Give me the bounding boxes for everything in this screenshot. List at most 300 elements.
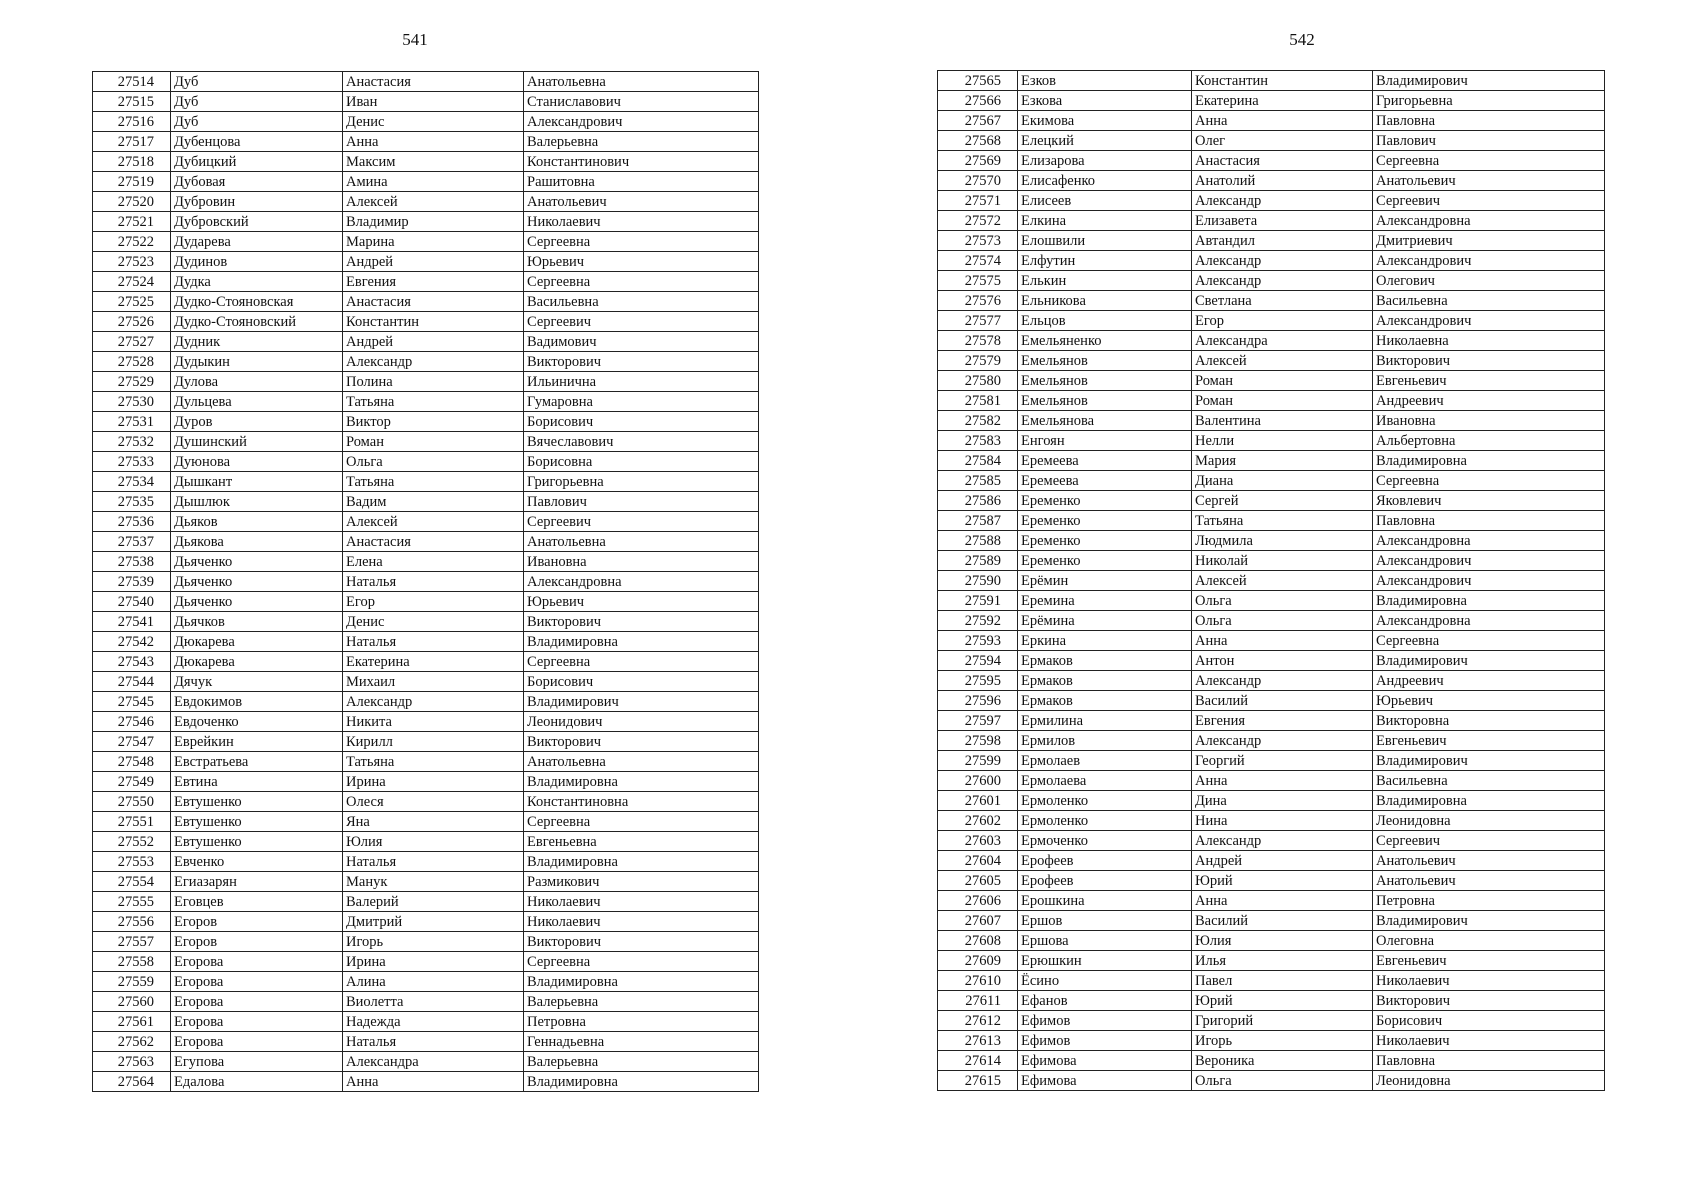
patronymic-cell: Павловна	[1373, 111, 1605, 131]
surname-cell: Дьяченко	[171, 592, 343, 612]
first-name-cell: Анна	[343, 1072, 524, 1092]
patronymic-cell: Владимировна	[524, 632, 759, 652]
first-name-cell: Александр	[1192, 731, 1373, 751]
table-row	[93, 692, 759, 712]
first-name-cell: Александр	[1192, 271, 1373, 291]
first-name-cell: Юрий	[1192, 871, 1373, 891]
first-name-cell: Алексей	[343, 192, 524, 212]
first-name-cell: Денис	[343, 612, 524, 632]
patronymic-cell: Николаевич	[524, 912, 759, 932]
patronymic-cell: Сергеевна	[1373, 471, 1605, 491]
record-number-cell: 27528	[93, 352, 171, 372]
surname-cell: Дударева	[171, 232, 343, 252]
name-list-body	[93, 72, 759, 1092]
first-name-cell: Надежда	[343, 1012, 524, 1032]
surname-cell: Дуб	[171, 112, 343, 132]
patronymic-cell: Александровна	[1373, 611, 1605, 631]
table-row	[938, 571, 1605, 591]
surname-cell: Еременко	[1018, 491, 1192, 511]
record-number-cell: 27543	[93, 652, 171, 672]
first-name-cell: Наталья	[343, 572, 524, 592]
first-name-cell: Александра	[1192, 331, 1373, 351]
first-name-cell: Олег	[1192, 131, 1373, 151]
surname-cell: Егоров	[171, 932, 343, 952]
table-row	[93, 392, 759, 412]
surname-cell: Ефанов	[1018, 991, 1192, 1011]
surname-cell: Дуров	[171, 412, 343, 432]
patronymic-cell: Евгеньевич	[1373, 951, 1605, 971]
table-row	[93, 432, 759, 452]
surname-cell: Ермоченко	[1018, 831, 1192, 851]
table-row	[938, 671, 1605, 691]
surname-cell: Еременко	[1018, 551, 1192, 571]
surname-cell: Ершова	[1018, 931, 1192, 951]
patronymic-cell: Геннадьевна	[524, 1032, 759, 1052]
table-row	[93, 592, 759, 612]
patronymic-cell: Александровна	[524, 572, 759, 592]
first-name-cell: Павел	[1192, 971, 1373, 991]
record-number-cell: 27609	[938, 951, 1018, 971]
patronymic-cell: Валерьевна	[524, 992, 759, 1012]
patronymic-cell: Ильинична	[524, 372, 759, 392]
surname-cell: Ефимова	[1018, 1071, 1192, 1091]
surname-cell: Ермолаев	[1018, 751, 1192, 771]
surname-cell: Ерёмина	[1018, 611, 1192, 631]
record-number-cell: 27544	[93, 672, 171, 692]
record-number-cell: 27572	[938, 211, 1018, 231]
first-name-cell: Игорь	[1192, 1031, 1373, 1051]
name-list-table	[92, 71, 759, 1092]
table-row	[938, 251, 1605, 271]
first-name-cell: Андрей	[343, 252, 524, 272]
first-name-cell: Полина	[343, 372, 524, 392]
table-row	[93, 332, 759, 352]
patronymic-cell: Анатольевич	[524, 192, 759, 212]
record-number-cell: 27525	[93, 292, 171, 312]
first-name-cell: Егор	[1192, 311, 1373, 331]
surname-cell: Еврейкин	[171, 732, 343, 752]
table-row	[938, 971, 1605, 991]
first-name-cell: Александр	[343, 692, 524, 712]
patronymic-cell: Анатольевич	[1373, 851, 1605, 871]
table-row	[938, 371, 1605, 391]
patronymic-cell: Константинович	[524, 152, 759, 172]
record-number-cell: 27588	[938, 531, 1018, 551]
patronymic-cell: Олеговна	[1373, 931, 1605, 951]
table-row	[93, 352, 759, 372]
table-row	[93, 472, 759, 492]
record-number-cell: 27550	[93, 792, 171, 812]
table-row	[93, 672, 759, 692]
surname-cell: Ермоленко	[1018, 811, 1192, 831]
table-row	[938, 391, 1605, 411]
surname-cell: Дулова	[171, 372, 343, 392]
first-name-cell: Анна	[1192, 631, 1373, 651]
table-row	[93, 872, 759, 892]
record-number-cell: 27556	[93, 912, 171, 932]
first-name-cell: Елизавета	[1192, 211, 1373, 231]
surname-cell: Евтушенко	[171, 792, 343, 812]
record-number-cell: 27527	[93, 332, 171, 352]
table-row	[938, 211, 1605, 231]
record-number-cell: 27579	[938, 351, 1018, 371]
patronymic-cell: Борисович	[524, 672, 759, 692]
name-list-table	[937, 70, 1605, 1091]
first-name-cell: Наталья	[343, 632, 524, 652]
patronymic-cell: Николаевич	[524, 212, 759, 232]
patronymic-cell: Петровна	[524, 1012, 759, 1032]
table-row	[938, 1011, 1605, 1031]
first-name-cell: Михаил	[343, 672, 524, 692]
surname-cell: Дудко-Стояновская	[171, 292, 343, 312]
first-name-cell: Нелли	[1192, 431, 1373, 451]
patronymic-cell: Александрович	[1373, 551, 1605, 571]
record-number-cell: 27535	[93, 492, 171, 512]
surname-cell: Еремина	[1018, 591, 1192, 611]
patronymic-cell: Николаевна	[1373, 331, 1605, 351]
surname-cell: Дудка	[171, 272, 343, 292]
surname-cell: Еговцев	[171, 892, 343, 912]
first-name-cell: Ольга	[1192, 1071, 1373, 1091]
patronymic-cell: Сергеевна	[524, 652, 759, 672]
surname-cell: Еркина	[1018, 631, 1192, 651]
record-number-cell: 27540	[93, 592, 171, 612]
patronymic-cell: Сергеевна	[524, 812, 759, 832]
patronymic-cell: Анатольевна	[524, 532, 759, 552]
record-number-cell: 27548	[93, 752, 171, 772]
record-number-cell: 27523	[93, 252, 171, 272]
table-row	[938, 591, 1605, 611]
first-name-cell: Анна	[343, 132, 524, 152]
first-name-cell: Денис	[343, 112, 524, 132]
patronymic-cell: Викторович	[524, 612, 759, 632]
record-number-cell: 27539	[93, 572, 171, 592]
table-row	[938, 871, 1605, 891]
first-name-cell: Татьяна	[343, 752, 524, 772]
first-name-cell: Мария	[1192, 451, 1373, 471]
patronymic-cell: Рашитовна	[524, 172, 759, 192]
first-name-cell: Анастасия	[343, 72, 524, 92]
first-name-cell: Юрий	[1192, 991, 1373, 1011]
patronymic-cell: Леонидович	[524, 712, 759, 732]
patronymic-cell: Анатольевич	[1373, 871, 1605, 891]
patronymic-cell: Сергеевич	[1373, 191, 1605, 211]
surname-cell: Дубенцова	[171, 132, 343, 152]
patronymic-cell: Сергеевна	[524, 952, 759, 972]
first-name-cell: Алина	[343, 972, 524, 992]
record-number-cell: 27605	[938, 871, 1018, 891]
surname-cell: Еремеева	[1018, 471, 1192, 491]
first-name-cell: Роман	[343, 432, 524, 452]
surname-cell: Дудник	[171, 332, 343, 352]
surname-cell: Елецкий	[1018, 131, 1192, 151]
first-name-cell: Григорий	[1192, 1011, 1373, 1031]
patronymic-cell: Константиновна	[524, 792, 759, 812]
record-number-cell: 27597	[938, 711, 1018, 731]
record-number-cell: 27610	[938, 971, 1018, 991]
table-row	[938, 731, 1605, 751]
surname-cell: Елисафенко	[1018, 171, 1192, 191]
table-row	[93, 172, 759, 192]
table-row	[938, 471, 1605, 491]
record-number-cell: 27567	[938, 111, 1018, 131]
patronymic-cell: Владимировна	[1373, 791, 1605, 811]
patronymic-cell: Сергеевна	[524, 232, 759, 252]
record-number-cell: 27571	[938, 191, 1018, 211]
surname-cell: Евстратьева	[171, 752, 343, 772]
surname-cell: Дьячков	[171, 612, 343, 632]
record-number-cell: 27570	[938, 171, 1018, 191]
first-name-cell: Екатерина	[343, 652, 524, 672]
first-name-cell: Ольга	[1192, 591, 1373, 611]
patronymic-cell: Викторовна	[1373, 711, 1605, 731]
first-name-cell: Александр	[1192, 251, 1373, 271]
surname-cell: Ермаков	[1018, 671, 1192, 691]
record-number-cell: 27601	[938, 791, 1018, 811]
patronymic-cell: Владимировна	[524, 852, 759, 872]
table-row	[938, 351, 1605, 371]
record-number-cell: 27611	[938, 991, 1018, 1011]
surname-cell: Евченко	[171, 852, 343, 872]
record-number-cell: 27569	[938, 151, 1018, 171]
table-row	[938, 491, 1605, 511]
patronymic-cell: Павловна	[1373, 1051, 1605, 1071]
surname-cell: Едалова	[171, 1072, 343, 1092]
patronymic-cell: Евгеньевна	[524, 832, 759, 852]
first-name-cell: Никита	[343, 712, 524, 732]
surname-cell: Дудинов	[171, 252, 343, 272]
page-number: 542	[1289, 30, 1315, 49]
surname-cell: Дуюнова	[171, 452, 343, 472]
patronymic-cell: Александрович	[1373, 251, 1605, 271]
surname-cell: Дуб	[171, 72, 343, 92]
surname-cell: Ерофеев	[1018, 871, 1192, 891]
first-name-cell: Евгения	[343, 272, 524, 292]
surname-cell: Евдокимов	[171, 692, 343, 712]
record-number-cell: 27546	[93, 712, 171, 732]
patronymic-cell: Борисович	[524, 412, 759, 432]
first-name-cell: Елена	[343, 552, 524, 572]
surname-cell: Екимова	[1018, 111, 1192, 131]
record-number-cell: 27587	[938, 511, 1018, 531]
first-name-cell: Иван	[343, 92, 524, 112]
first-name-cell: Дина	[1192, 791, 1373, 811]
record-number-cell: 27603	[938, 831, 1018, 851]
surname-cell: Ерюшкин	[1018, 951, 1192, 971]
surname-cell: Еременко	[1018, 511, 1192, 531]
patronymic-cell: Владимировна	[1373, 591, 1605, 611]
record-number-cell: 27561	[93, 1012, 171, 1032]
patronymic-cell: Юрьевич	[524, 592, 759, 612]
record-number-cell: 27524	[93, 272, 171, 292]
record-number-cell: 27598	[938, 731, 1018, 751]
record-number-cell: 27596	[938, 691, 1018, 711]
record-number-cell: 27580	[938, 371, 1018, 391]
record-number-cell: 27615	[938, 1071, 1018, 1091]
first-name-cell: Андрей	[1192, 851, 1373, 871]
first-name-cell: Анна	[1192, 111, 1373, 131]
first-name-cell: Андрей	[343, 332, 524, 352]
surname-cell: Еременко	[1018, 531, 1192, 551]
record-number-cell: 27557	[93, 932, 171, 952]
patronymic-cell: Николаевич	[1373, 971, 1605, 991]
first-name-cell: Людмила	[1192, 531, 1373, 551]
record-number-cell: 27581	[938, 391, 1018, 411]
record-number-cell: 27602	[938, 811, 1018, 831]
patronymic-cell: Владимировна	[524, 1072, 759, 1092]
patronymic-cell: Викторович	[524, 352, 759, 372]
record-number-cell: 27583	[938, 431, 1018, 451]
table-row	[938, 511, 1605, 531]
first-name-cell: Наталья	[343, 852, 524, 872]
record-number-cell: 27554	[93, 872, 171, 892]
table-row	[93, 732, 759, 752]
surname-cell: Дуб	[171, 92, 343, 112]
first-name-cell: Александра	[343, 1052, 524, 1072]
table-row	[93, 572, 759, 592]
patronymic-cell: Васильевна	[1373, 291, 1605, 311]
table-row	[93, 792, 759, 812]
table-row	[938, 771, 1605, 791]
table-row	[93, 812, 759, 832]
table-row	[938, 411, 1605, 431]
patronymic-cell: Владимирович	[524, 692, 759, 712]
patronymic-cell: Сергеевич	[1373, 831, 1605, 851]
surname-cell: Евтушенко	[171, 832, 343, 852]
surname-cell: Емельяненко	[1018, 331, 1192, 351]
patronymic-cell: Ивановна	[524, 552, 759, 572]
patronymic-cell: Владимирович	[1373, 751, 1605, 771]
surname-cell: Дубицкий	[171, 152, 343, 172]
patronymic-cell: Васильевна	[1373, 771, 1605, 791]
surname-cell: Евтушенко	[171, 812, 343, 832]
surname-cell: Езков	[1018, 71, 1192, 91]
surname-cell: Дудыкин	[171, 352, 343, 372]
first-name-cell: Егор	[343, 592, 524, 612]
record-number-cell: 27538	[93, 552, 171, 572]
surname-cell: Егупова	[171, 1052, 343, 1072]
first-name-cell: Алексей	[1192, 571, 1373, 591]
table-row	[93, 852, 759, 872]
patronymic-cell: Викторович	[1373, 991, 1605, 1011]
record-number-cell: 27576	[938, 291, 1018, 311]
first-name-cell: Нина	[1192, 811, 1373, 831]
record-number-cell: 27521	[93, 212, 171, 232]
first-name-cell: Ольга	[1192, 611, 1373, 631]
table-row	[938, 911, 1605, 931]
table-row	[93, 772, 759, 792]
surname-cell: Дульцева	[171, 392, 343, 412]
record-number-cell: 27612	[938, 1011, 1018, 1031]
patronymic-cell: Викторович	[524, 932, 759, 952]
surname-cell: Елошвили	[1018, 231, 1192, 251]
surname-cell: Дьякова	[171, 532, 343, 552]
surname-cell: Ермоленко	[1018, 791, 1192, 811]
record-number-cell: 27520	[93, 192, 171, 212]
record-number-cell: 27614	[938, 1051, 1018, 1071]
patronymic-cell: Олегович	[1373, 271, 1605, 291]
first-name-cell: Василий	[1192, 911, 1373, 931]
table-row	[938, 131, 1605, 151]
table-row	[93, 152, 759, 172]
patronymic-cell: Николаевич	[1373, 1031, 1605, 1051]
table-row	[93, 532, 759, 552]
record-number-cell: 27564	[93, 1072, 171, 1092]
surname-cell: Ефимова	[1018, 1051, 1192, 1071]
table-row	[93, 512, 759, 532]
table-row	[93, 1072, 759, 1092]
surname-cell: Дюкарева	[171, 632, 343, 652]
surname-cell: Евдоченко	[171, 712, 343, 732]
first-name-cell: Александр	[1192, 191, 1373, 211]
surname-cell: Ельникова	[1018, 291, 1192, 311]
first-name-cell: Татьяна	[1192, 511, 1373, 531]
table-row	[938, 931, 1605, 951]
record-number-cell: 27514	[93, 72, 171, 92]
surname-cell: Ефимов	[1018, 1011, 1192, 1031]
table-row	[938, 1031, 1605, 1051]
record-number-cell: 27555	[93, 892, 171, 912]
table-row	[938, 831, 1605, 851]
first-name-cell: Екатерина	[1192, 91, 1373, 111]
first-name-cell: Василий	[1192, 691, 1373, 711]
first-name-cell: Марина	[343, 232, 524, 252]
record-number-cell: 27586	[938, 491, 1018, 511]
record-number-cell: 27526	[93, 312, 171, 332]
surname-cell: Езкова	[1018, 91, 1192, 111]
record-number-cell: 27595	[938, 671, 1018, 691]
first-name-cell: Валерий	[343, 892, 524, 912]
record-number-cell: 27522	[93, 232, 171, 252]
record-number-cell: 27516	[93, 112, 171, 132]
first-name-cell: Виктор	[343, 412, 524, 432]
patronymic-cell: Яковлевич	[1373, 491, 1605, 511]
first-name-cell: Георгий	[1192, 751, 1373, 771]
table-row	[93, 372, 759, 392]
surname-cell: Еремеева	[1018, 451, 1192, 471]
patronymic-cell: Павлович	[1373, 131, 1605, 151]
surname-cell: Егорова	[171, 992, 343, 1012]
table-row	[93, 972, 759, 992]
patronymic-cell: Владимировна	[524, 972, 759, 992]
table-row	[93, 192, 759, 212]
first-name-cell: Диана	[1192, 471, 1373, 491]
surname-cell: Дубовая	[171, 172, 343, 192]
table-row	[93, 952, 759, 972]
table-row	[938, 451, 1605, 471]
record-number-cell: 27534	[93, 472, 171, 492]
page-number: 541	[402, 30, 428, 49]
surname-cell: Егиазарян	[171, 872, 343, 892]
first-name-cell: Ольга	[343, 452, 524, 472]
table-row	[938, 1051, 1605, 1071]
table-row	[938, 951, 1605, 971]
surname-cell: Елкина	[1018, 211, 1192, 231]
patronymic-cell: Григорьевна	[524, 472, 759, 492]
patronymic-cell: Анатольевна	[524, 72, 759, 92]
table-row	[938, 91, 1605, 111]
surname-cell: Ермолаева	[1018, 771, 1192, 791]
surname-cell: Ерёмин	[1018, 571, 1192, 591]
record-number-cell: 27559	[93, 972, 171, 992]
patronymic-cell: Владимирович	[1373, 651, 1605, 671]
first-name-cell: Александр	[1192, 831, 1373, 851]
record-number-cell: 27599	[938, 751, 1018, 771]
table-row	[938, 551, 1605, 571]
table-row	[93, 492, 759, 512]
first-name-cell: Алексей	[1192, 351, 1373, 371]
record-number-cell: 27578	[938, 331, 1018, 351]
